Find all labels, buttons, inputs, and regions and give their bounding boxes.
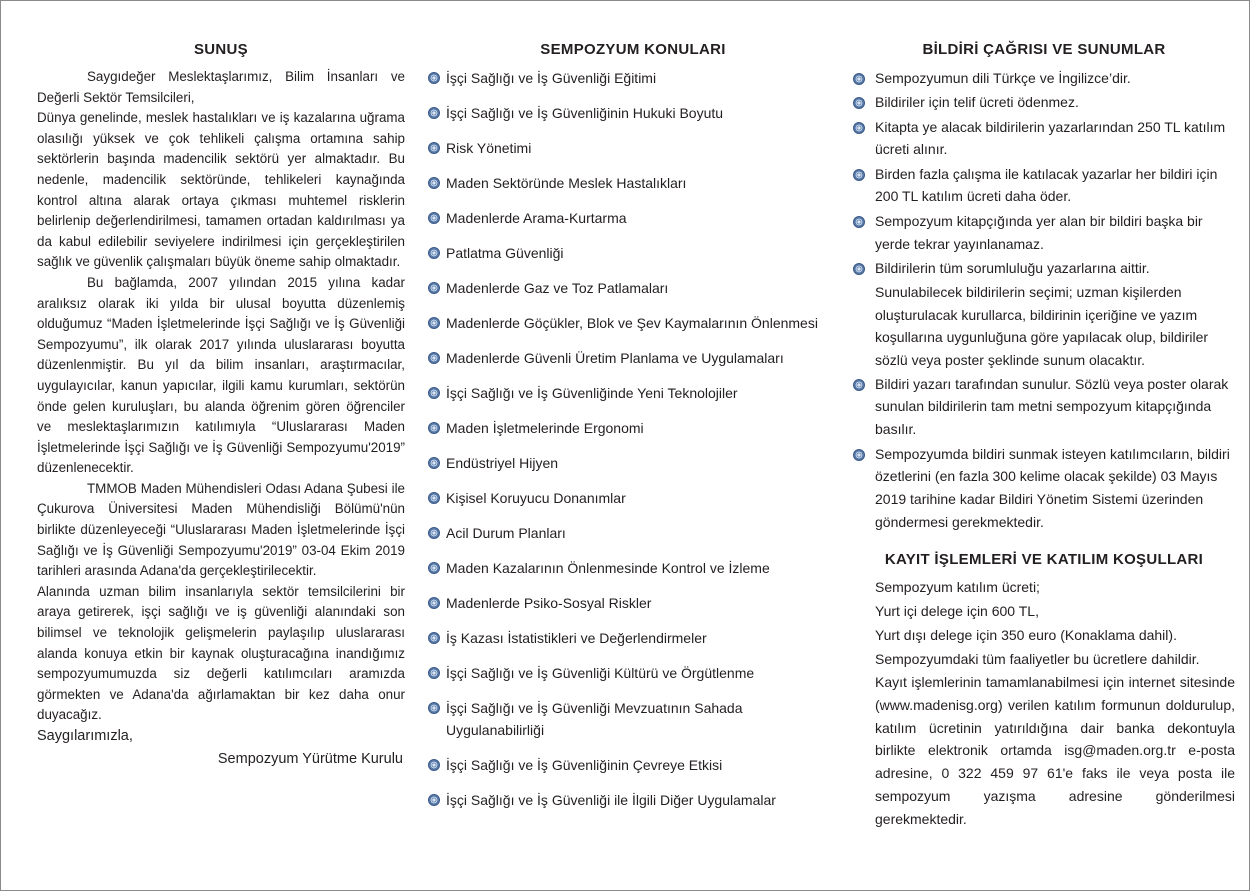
topic-item <box>428 627 823 649</box>
bullet-icon <box>428 107 440 119</box>
call-item-label: Bildiri yazarı tarafından sunulur. Sözlü veya poster olarak sunulan bildirilerin tam metni sempozyum kitapçığında basılır. <box>875 375 1229 438</box>
topic-item <box>428 417 823 439</box>
bullet-icon <box>428 387 440 399</box>
registration-title: KAYIT İŞLEMLERİ VE KATILIM KOŞULLARI <box>884 551 1204 568</box>
topic-item <box>428 137 823 159</box>
bullet-icon <box>428 352 440 364</box>
bullet-icon <box>428 317 440 329</box>
topic-item-label: İş Kazası İstatistikleri ve Değerlendirmeler <box>446 630 707 646</box>
topics-title: SEMPOZYUM KONULARI <box>540 41 726 58</box>
topic-item-label: Patlatma Güvenliği <box>446 245 564 261</box>
bullet-icon <box>428 794 440 806</box>
bullet-icon <box>853 73 865 85</box>
bullet-icon <box>853 263 865 275</box>
bullet-icon <box>428 527 440 539</box>
topic-item-label: Madenlerde Arama-Kurtarma <box>446 210 627 226</box>
registration-fee-heading: Sempozyum katılım ücreti; <box>875 579 1040 595</box>
bullet-icon <box>428 492 440 504</box>
bullet-icon <box>853 169 865 181</box>
bullet-icon <box>428 457 440 469</box>
sunus-paragraph: Alanında uzman bilim insanlarıyla sektör temsilcilerini bir araya getirerek, işçi sağlığı ve iş güvenliği alanındaki son bilimsel ve teknolojik gelişmelerin paylaşılıp uluslararası alanda konuya etkin bir kaynak oluşturacağına inandığımız sempozyumumuzda siz değerli katılımcıları aramızda görmekten ve Adana'da ağırlamaktan bir kez daha onur duyacağız. <box>37 583 405 723</box>
registration-body <box>875 575 1235 831</box>
registration-fee-note: Sempozyumdaki tüm faaliyetler bu ücretlere dahildir. <box>875 651 1200 667</box>
topic-item-label: Madenlerde Psiko-Sosyal Riskler <box>446 595 652 611</box>
topic-item-label: Kişisel Koruyucu Donanımlar <box>446 490 626 506</box>
topic-item-label: İşçi Sağlığı ve İş Güvenliği Eğitimi <box>446 70 657 86</box>
call-item-label: Birden fazla çalışma ile katılacak yazarlar her bildiri için 200 TL katılım ücreti daha öder. <box>875 165 1218 205</box>
bullet-icon <box>428 212 440 224</box>
sunus-signer: Sempozyum Yürütme Kurulu <box>217 751 403 767</box>
bullet-icon <box>853 97 865 109</box>
call-title: BİLDİRİ ÇAĞRISI VE SUNUMLAR <box>922 41 1166 58</box>
sunus-paragraph: TMMOB Maden Mühendisleri Odası Adana Şubesi ile Çukurova Üniversitesi Maden Mühendisliği Bölümü'nün birlikte düzenleyeceği “Uluslararası Maden İşletmelerinde İşçi Sağlığı ve İş Güvenliği Sempozyumu'2019” 03-04 Ekim 2019 tarihleri arasında Adana'da gerçekleştirilecektir. <box>37 480 405 579</box>
topic-item <box>428 697 823 741</box>
call-item <box>853 163 1235 209</box>
call-item-label: Bildirilerin tüm sorumluluğu yazarlarına aittir. <box>875 259 1150 276</box>
sunus-salutation: Saygıdeğer Meslektaşlarımız, Bilim İnsanları ve Değerli Sektör Temsilcileri, <box>37 69 405 105</box>
sunus-paragraph: Bu bağlamda, 2007 yılından 2015 yılına kadar aralıksız olarak iki yılda bir ulusal boyutta düzenlemiş olduğumuz “Maden İşletmelerinde İşçi Sağlığı ve İş Güvenliği Sempozyumu”, ilk olarak 2017 yılında uluslararası boyutta düzenlenmiştir. Bu yıl da bilim insanları, araştırmacılar, uygulayıcılar, kanun yapıcılar, ilgili kamu kurumları, sektörün önde gelen kuruluşları, bu alanda öğrenim gören öğrenciler ve meslektaşlarımızın katılımıyla “Uluslararası Maden İşletmelerinde İşçi Sağlığı ve İş Güvenliği Sempozyumu'2019” düzenlenecektir. <box>37 274 405 476</box>
topic-item <box>428 557 823 579</box>
topic-item-label: Madenlerde Güvenli Üretim Planlama ve Uygulamaları <box>446 350 784 366</box>
topic-item <box>428 102 823 124</box>
topic-item <box>428 754 823 776</box>
call-item-label: Sempozyumda bildiri sunmak isteyen katılımcıların, bildiri özetlerini (en fazla 300 kelime olacak şekilde) 03 Mayıs 2019 tarihine kadar Bildiri Yönetim Sistemi üzerinden göndermesi gerekmektedir. <box>875 445 1230 530</box>
bullet-icon <box>428 562 440 574</box>
topic-item <box>428 487 823 509</box>
sunus-title: SUNUŞ <box>193 41 248 58</box>
call-item-label: Kitapta ye alacak bildirilerin yazarlarından 250 TL katılım ücreti alınır. <box>875 118 1226 158</box>
bullet-icon <box>428 177 440 189</box>
topic-item-label: İşçi Sağlığı ve İş Güvenliğinin Hukuki Boyutu <box>446 105 724 121</box>
sunus-body <box>37 67 405 767</box>
topic-item <box>428 789 823 811</box>
topic-item <box>428 172 823 194</box>
topic-item <box>428 277 823 299</box>
bullet-icon <box>428 759 440 771</box>
topic-item-label: İşçi Sağlığı ve İş Güvenliği Mevzuatının Sahada Uygulanabilirliği <box>446 700 743 738</box>
topic-item-label: Risk Yönetimi <box>446 140 532 156</box>
call-list <box>853 67 1235 535</box>
bullet-icon <box>428 597 440 609</box>
bullet-icon <box>853 379 865 391</box>
topic-item-label: Maden Kazalarının Önlenmesinde Kontrol ve İzleme <box>446 560 770 576</box>
bullet-icon <box>428 247 440 259</box>
bullet-icon <box>428 667 440 679</box>
call-item <box>853 116 1235 162</box>
call-item-label: Sempozyumun dili Türkçe ve İngilizce’dir. <box>875 70 1131 86</box>
bullet-icon <box>853 122 865 134</box>
bullet-icon <box>428 142 440 154</box>
topic-item <box>428 592 823 614</box>
bullet-icon <box>428 72 440 84</box>
topic-item <box>428 312 823 334</box>
call-item-label: Bildiriler için telif ücreti ödenmez. <box>875 94 1079 111</box>
bullet-icon <box>428 702 440 714</box>
topic-item-label: İşçi Sağlığı ve İş Güvenliği ile İlgili Diğer Uygulamalar <box>446 792 776 808</box>
topic-item-label: Madenlerde Göçükler, Blok ve Şev Kaymalarının Önlenmesi <box>446 315 818 331</box>
topic-item-label: İşçi Sağlığı ve İş Güvenliğinde Yeni Teknolojiler <box>446 385 738 401</box>
topic-item <box>428 522 823 544</box>
registration-domestic-fee: Yurt içi delege için 600 TL, <box>875 603 1039 619</box>
sunus-paragraph: Dünya genelinde, meslek hastalıkları ve iş kazalarına uğrama olasılığı yüksek ve çok tehlikeli çalışma ortamına sahip sektörlerin başında madencilik sektörü yer almaktadır. Bu nedenle, madencilik sektöründe, tehlikeleri kaynağında kontrol altına alarak ortaya çıkması muhtemel risklerin belirlenip değerlendirilmesi, tamamen ortadan kaldırılması ya da kabul edilebilir seviyelere indirilmesi için gerçekleştirilen sağlık ve güvenlik çalışmaları büyük öneme sahip olmaktadır. <box>37 110 405 270</box>
topic-item <box>428 382 823 404</box>
bullet-icon <box>853 216 865 228</box>
call-item-label: Sempozyum kitapçığında yer alan bir bildiri başka bir yerde tekrar yayınlanamaz. <box>875 212 1203 252</box>
call-selection-text: Sunulabilecek bildirilerin seçimi; uzman kişilerden oluşturulacak kurullarca, bildirinin içeriğine ve yazım koşullarına uygunluğuna göre yapılacak olup, bildiriler sözlü veya poster şeklinde sunum olacaktır. <box>875 284 1209 368</box>
bullet-icon <box>853 449 865 461</box>
call-item <box>853 91 1235 114</box>
topic-item-label: Acil Durum Planları <box>446 525 566 541</box>
registration-instructions: Kayıt işlemlerinin tamamlanabilmesi için internet sitesinde (www.madenisg.org) verilen katılım formunun doldurulup, katılım ücretinin yatırıldığına dair banka dekontuyla birlikte elektronik ortamda isg@maden.org.tr e-posta adresine, 0 322 459 97 61'e faks ile veya posta ile sempozyum yazışma adresine gönderilmesi gerekmektedir. <box>875 674 1235 827</box>
topic-item <box>428 207 823 229</box>
bullet-icon <box>428 282 440 294</box>
topic-item-label: Maden Sektöründe Meslek Hastalıkları <box>446 175 687 191</box>
topic-item <box>428 452 823 474</box>
topic-item-label: İşçi Sağlığı ve İş Güvenliği Kültürü ve Örgütlenme <box>446 665 755 681</box>
sunus-closing: Saygılarımızla, <box>37 728 133 744</box>
registration-foreign-fee: Yurt dışı delege için 350 euro (Konaklama dahil). <box>875 627 1177 643</box>
topic-item-label: Madenlerde Gaz ve Toz Patlamaları <box>446 280 669 296</box>
topics-list <box>428 67 823 824</box>
bullet-icon <box>428 632 440 644</box>
call-item <box>853 67 1235 90</box>
call-item <box>853 210 1235 256</box>
topic-item <box>428 662 823 684</box>
call-item <box>853 257 1235 280</box>
topic-item-label: İşçi Sağlığı ve İş Güvenliğinin Çevreye Etkisi <box>446 757 723 773</box>
bullet-icon <box>428 422 440 434</box>
topic-item <box>428 347 823 369</box>
call-item <box>853 443 1235 534</box>
topic-item-label: Maden İşletmelerinde Ergonomi <box>446 420 644 436</box>
call-item <box>853 373 1235 441</box>
topic-item-label: Endüstriyel Hijyen <box>446 455 559 471</box>
topic-item <box>428 242 823 264</box>
topic-item <box>428 67 823 89</box>
